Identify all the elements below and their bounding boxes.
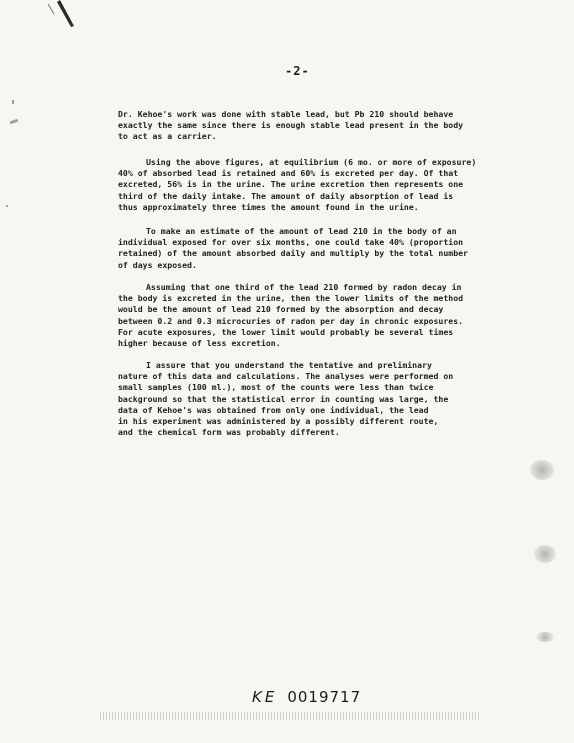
paragraph-2 xyxy=(118,157,526,213)
text-line: of days exposed. xyxy=(118,259,197,270)
paragraph-4 xyxy=(118,282,526,349)
page-number: -2- xyxy=(285,64,310,78)
scan-speck xyxy=(10,119,19,125)
text-line: individual exposed for over six months, one could take 40% (proportion xyxy=(118,237,464,248)
text-line: 40% of absorbed lead is retained and 60% is excreted per day. Of that xyxy=(118,168,459,179)
text-line: To make an estimate of the amount of lead 210 in the body of an xyxy=(146,226,457,236)
text-line: excreted, 56% is in the urine. The urine excretion then represents one xyxy=(118,179,464,190)
text-line: Using the above figures, at equilibrium (6 mo. or more of exposure) xyxy=(146,157,477,167)
text-line: between 0.2 and 0.3 microcuries of radon per day in chronic exposures. xyxy=(118,315,464,326)
text-line: the body is excreted in the urine, then the lower limits of the method xyxy=(118,293,464,304)
text-line: For acute exposures, the lower limit would probably be several times xyxy=(118,326,454,337)
scan-speck xyxy=(12,100,14,104)
text-line: retained) of the amount absorbed daily and multiply by the total number xyxy=(118,248,468,259)
text-line: data of Kehoe's was obtained from only one individual, the lead xyxy=(118,404,429,415)
text-line: exactly the same since there is enough stable lead present in the body xyxy=(118,120,464,131)
text-line: thus approximately three times the amount found in the urine. xyxy=(118,201,419,212)
text-line: third of the daily intake. The amount of daily absorption of lead is xyxy=(118,190,454,201)
stamp-prefix: KE xyxy=(252,688,278,706)
paragraph-1 xyxy=(118,109,526,143)
text-line: background so that the statistical error in counting was large, the xyxy=(118,393,449,404)
text-line: would be the amount of lead 210 formed by the absorption and decay xyxy=(118,304,444,315)
scan-noise xyxy=(530,460,554,480)
paragraph-5 xyxy=(118,360,526,438)
scan-noise xyxy=(536,632,554,642)
scan-speck xyxy=(6,205,8,207)
text-line: I assure that you understand the tentative and preliminary xyxy=(146,360,432,370)
text-line: in his experiment was administered by a possibly different route, xyxy=(118,416,439,427)
scan-noise xyxy=(534,545,556,563)
text-line: higher because of less excretion. xyxy=(118,338,281,349)
text-line: to act as a carrier. xyxy=(118,131,217,142)
text-line: small samples (100 ml.), most of the counts were less than twice xyxy=(118,382,434,393)
text-line: and the chemical form was probably different. xyxy=(118,427,340,438)
text-line: Assuming that one third of the lead 210 formed by radon decay in xyxy=(146,282,462,292)
text-line: nature of this data and calculations. The analyses were performed on xyxy=(118,371,454,382)
paragraph-3 xyxy=(118,226,526,271)
text-line: Dr. Kehoe's work was done with stable lead, but Pb 210 should behave xyxy=(118,109,454,119)
document-id-stamp xyxy=(252,688,361,706)
scan-edge-mark xyxy=(40,0,76,30)
stamp-number: 0019717 xyxy=(287,688,362,706)
scan-grain xyxy=(100,712,480,720)
